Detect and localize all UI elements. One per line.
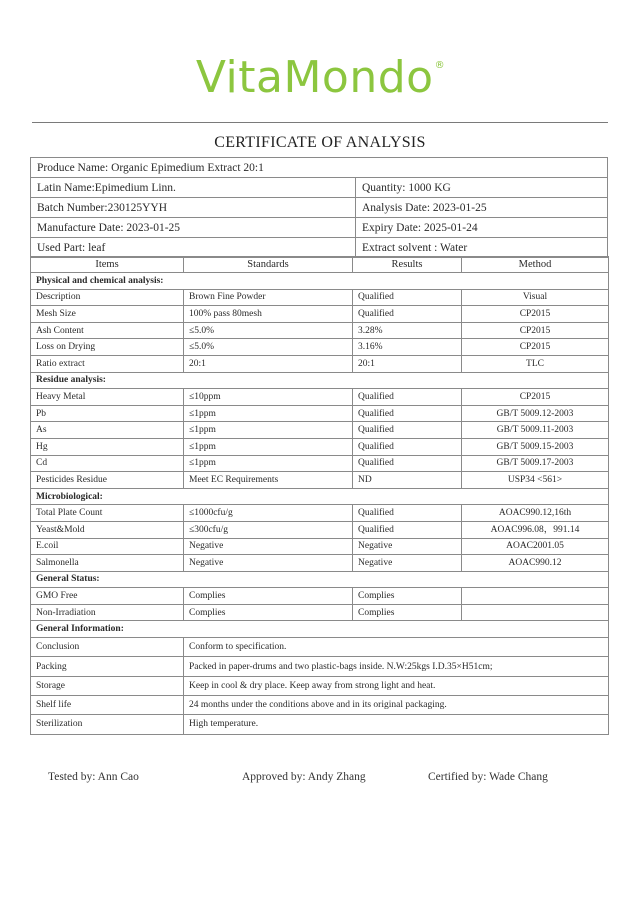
result-cell: Qualified <box>353 505 462 522</box>
certificate-title: CERTIFICATE OF ANALYSIS <box>214 134 426 151</box>
method-cell: CP2015 <box>462 339 609 356</box>
registered-mark: ® <box>434 60 446 71</box>
info-value: Keep in cool & dry place. Keep away from strong light and heat. <box>184 676 609 695</box>
section-header-row <box>31 273 609 290</box>
general-info-row <box>31 676 609 695</box>
table-row <box>31 472 609 489</box>
general-info-row <box>31 638 609 657</box>
info-value: High temperature. <box>184 715 609 734</box>
method-cell: TLC <box>462 355 609 372</box>
column-header-row <box>31 257 609 273</box>
table-row <box>31 555 609 572</box>
method-cell: GB/T 5009.12-2003 <box>462 405 609 422</box>
info-label: Storage <box>31 676 184 695</box>
result-cell: Negative <box>353 538 462 555</box>
approved-by: Approved by: Andy Zhang <box>242 771 366 783</box>
standard-cell: Complies <box>184 588 353 605</box>
table-row <box>31 355 609 372</box>
standard-cell: ≤1000cfu/g <box>184 505 353 522</box>
info-label: Sterilization <box>31 715 184 734</box>
standard-cell: Complies <box>184 604 353 621</box>
method-cell: GB/T 5009.15-2003 <box>462 438 609 455</box>
result-cell: Negative <box>353 555 462 572</box>
table-row <box>31 389 609 406</box>
method-cell: USP34 <561> <box>462 472 609 489</box>
standard-cell: Negative <box>184 538 353 555</box>
section-header-row <box>31 488 609 505</box>
standard-cell: ≤5.0% <box>184 339 353 356</box>
info-label: Shelf life <box>31 695 184 714</box>
item-cell: Heavy Metal <box>31 389 184 406</box>
result-cell: Qualified <box>353 521 462 538</box>
section-title: Residue analysis: <box>31 372 609 389</box>
item-cell: Pb <box>31 405 184 422</box>
table-row <box>31 438 609 455</box>
product-name: Produce Name: Organic Epimedium Extract 20:1 <box>31 158 608 178</box>
result-cell: ND <box>353 472 462 489</box>
standard-cell: Brown Fine Powder <box>184 289 353 306</box>
column-header-items: Items <box>31 257 184 273</box>
result-cell: Complies <box>353 604 462 621</box>
item-cell: Yeast&Mold <box>31 521 184 538</box>
info-label: Conclusion <box>31 638 184 657</box>
item-cell: GMO Free <box>31 588 184 605</box>
column-header-results: Results <box>353 257 462 273</box>
table-row <box>31 505 609 522</box>
standard-cell: Negative <box>184 555 353 572</box>
header-divider <box>32 122 608 123</box>
result-cell: Qualified <box>353 405 462 422</box>
column-header-standards: Standards <box>184 257 353 273</box>
method-cell <box>462 604 609 621</box>
item-cell: Pesticides Residue <box>31 472 184 489</box>
method-cell: AOAC996.08，991.14 <box>462 521 609 538</box>
section-header-row <box>31 621 609 638</box>
item-cell: Non-Irradiation <box>31 604 184 621</box>
result-cell: Qualified <box>353 455 462 472</box>
column-header-method: Method <box>462 257 609 273</box>
method-cell: AOAC2001.05 <box>462 538 609 555</box>
method-cell: Visual <box>462 289 609 306</box>
brand-name: VitaMondo <box>195 52 434 103</box>
used-part: Used Part: leaf <box>31 238 356 258</box>
standard-cell: 100% pass 80mesh <box>184 306 353 323</box>
table-row <box>31 322 609 339</box>
item-cell: Mesh Size <box>31 306 184 323</box>
standard-cell: Meet EC Requirements <box>184 472 353 489</box>
standard-cell: 20:1 <box>184 355 353 372</box>
vitamondo-logo <box>0 52 640 103</box>
item-cell: E.coil <box>31 538 184 555</box>
standard-cell: ≤1ppm <box>184 422 353 439</box>
result-cell: Qualified <box>353 422 462 439</box>
result-cell: Qualified <box>353 306 462 323</box>
table-row <box>31 289 609 306</box>
table-row <box>31 604 609 621</box>
section-title: Microbiological: <box>31 488 609 505</box>
table-row <box>31 455 609 472</box>
tested-by: Tested by: Ann Cao <box>48 771 139 783</box>
section-title: Physical and chemical analysis: <box>31 273 609 290</box>
table-row <box>31 521 609 538</box>
method-cell: AOAC990.12,16th <box>462 505 609 522</box>
info-value: Conform to specification. <box>184 638 609 657</box>
item-cell: Hg <box>31 438 184 455</box>
method-cell: CP2015 <box>462 389 609 406</box>
result-cell: Qualified <box>353 438 462 455</box>
item-cell: As <box>31 422 184 439</box>
table-row <box>31 538 609 555</box>
quantity: Quantity: 1000 KG <box>356 178 608 198</box>
table-row <box>31 306 609 323</box>
expiry-date: Expiry Date: 2025-01-24 <box>356 218 608 238</box>
method-cell: GB/T 5009.11-2003 <box>462 422 609 439</box>
general-info-row <box>31 695 609 714</box>
standard-cell: ≤1ppm <box>184 438 353 455</box>
item-cell: Ratio extract <box>31 355 184 372</box>
item-cell: Total Plate Count <box>31 505 184 522</box>
table-row <box>31 405 609 422</box>
method-cell: CP2015 <box>462 322 609 339</box>
result-cell: Qualified <box>353 289 462 306</box>
item-cell: Salmonella <box>31 555 184 572</box>
product-info-table <box>30 157 608 258</box>
method-cell: AOAC990.12 <box>462 555 609 572</box>
item-cell: Description <box>31 289 184 306</box>
standard-cell: ≤300cfu/g <box>184 521 353 538</box>
item-cell: Loss on Drying <box>31 339 184 356</box>
extract-solvent: Extract solvent : Water <box>356 238 608 258</box>
table-row <box>31 588 609 605</box>
info-value: 24 months under the conditions above and in its original packaging. <box>184 695 609 714</box>
manufacture-date: Manufacture Date: 2023-01-25 <box>31 218 356 238</box>
info-value: Packed in paper-drums and two plastic-bags inside. N.W:25kgs I.D.35×H51cm; <box>184 657 609 676</box>
result-cell: Complies <box>353 588 462 605</box>
general-info-row <box>31 657 609 676</box>
section-title: General Information: <box>31 621 609 638</box>
section-header-row <box>31 372 609 389</box>
item-cell: Ash Content <box>31 322 184 339</box>
standard-cell: ≤10ppm <box>184 389 353 406</box>
standard-cell: ≤1ppm <box>184 455 353 472</box>
batch-number: Batch Number:230125YYH <box>31 198 356 218</box>
table-row <box>31 339 609 356</box>
item-cell: Cd <box>31 455 184 472</box>
general-info-row <box>31 715 609 734</box>
method-cell: GB/T 5009.17-2003 <box>462 455 609 472</box>
certified-by: Certified by: Wade Chang <box>428 771 548 783</box>
method-cell <box>462 588 609 605</box>
analysis-date: Analysis Date: 2023-01-25 <box>356 198 608 218</box>
section-header-row <box>31 571 609 588</box>
result-cell: 3.16% <box>353 339 462 356</box>
method-cell: CP2015 <box>462 306 609 323</box>
latin-name: Latin Name:Epimedium Linn. <box>31 178 356 198</box>
info-label: Packing <box>31 657 184 676</box>
section-title: General Status: <box>31 571 609 588</box>
result-cell: Qualified <box>353 389 462 406</box>
result-cell: 3.28% <box>353 322 462 339</box>
table-row <box>31 422 609 439</box>
analysis-table <box>30 256 609 735</box>
standard-cell: ≤1ppm <box>184 405 353 422</box>
result-cell: 20:1 <box>353 355 462 372</box>
standard-cell: ≤5.0% <box>184 322 353 339</box>
